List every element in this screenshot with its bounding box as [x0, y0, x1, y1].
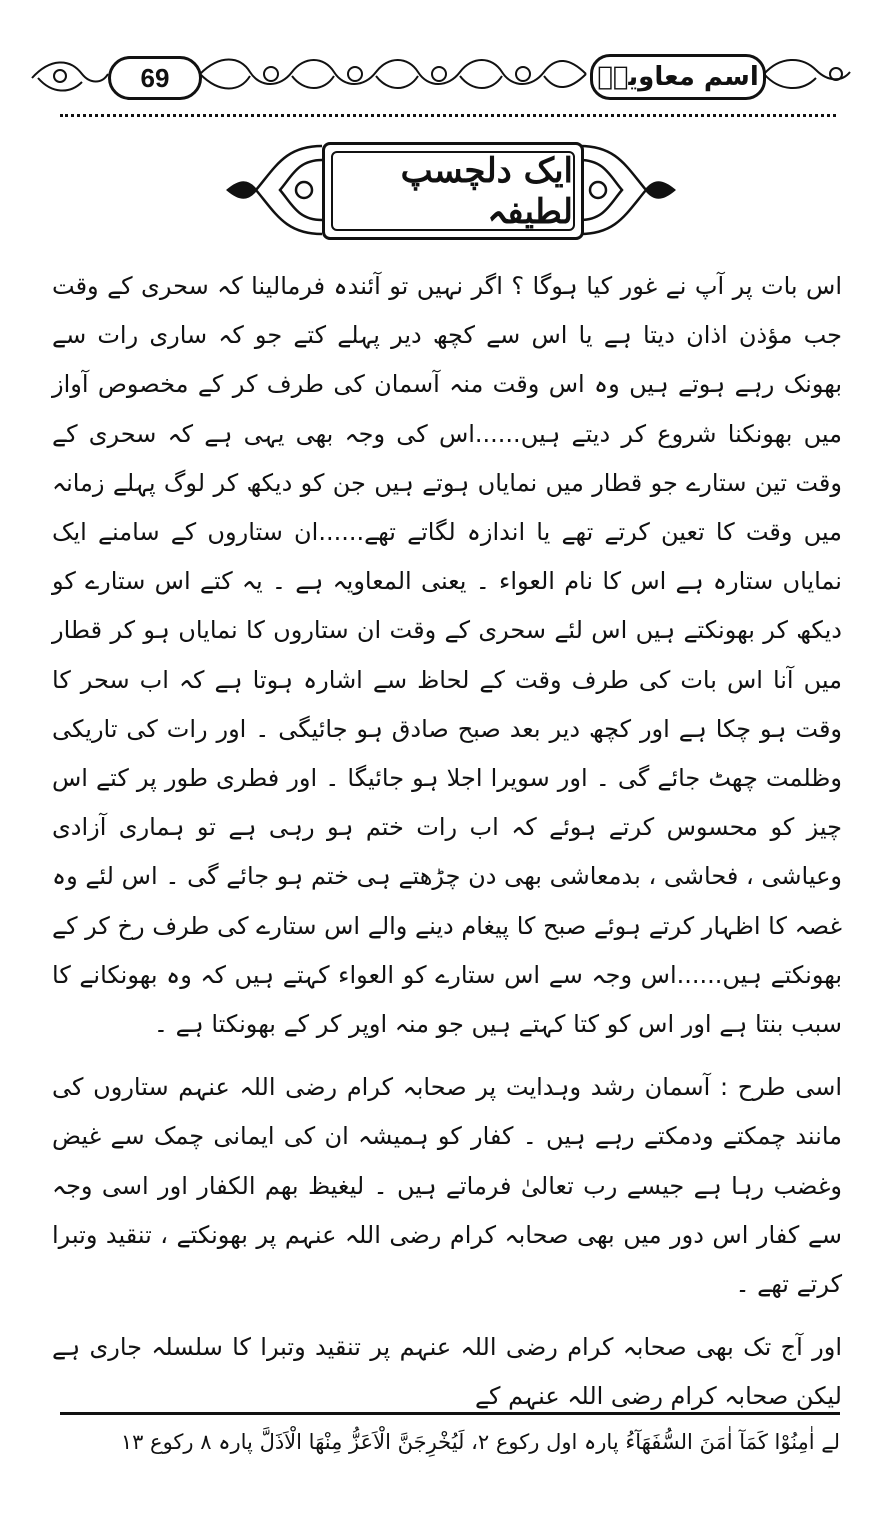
page-title: ایک دلچسپ لطیفہ	[331, 151, 575, 231]
paragraph-3: اور آج تک بھی صحابہ کرام رضی اللہ عنہم پر تنقید وتبرا کا سلسلہ جاری ہے لیکن صحابہ کرام رضی اللہ عنہم کے	[52, 1333, 842, 1411]
body-text	[52, 262, 842, 1422]
footnote-divider	[60, 1412, 840, 1415]
header-divider	[60, 114, 836, 117]
paragraph-2: اسی طرح : آسمان رشد وہدایت پر صحابہ کرام رضی اللہ عنہم ستاروں کی مانند چمکتے ودمکتے رہے ہیں ۔ کفار کو ہمیشہ ان کی ایمانی چمک سے غیض وغضب رہا ہے جیسے رب تعالیٰ فرماتے ہیں ۔ لیغیظ بھم الکفار اور اسی وجہ سے کفار اس دور میں بھی صحابہ کرام رضی اللہ عنہم پر بھونکتے ، تنقید وتبرا کرتے تھے ۔	[52, 1073, 842, 1299]
title-box	[322, 142, 584, 240]
page-header	[30, 44, 864, 104]
paragraph-1: اس بات پر آپ نے غور کیا ہوگا ؟ اگر نہیں تو آئندہ فرمالینا کہ سحری کے وقت جب مؤذن اذان دیتا ہے یا اس سے کچھ دیر پہلے کتے جو کہ ساری رات سے بھونک رہے ہوتے ہیں وہ اس وقت منہ آسمان کی طرف کر کے مخصوص آواز میں بھونکنا شروع کر دیتے ہیں......اس کی وجہ بھی یہی ہے کہ سحری کے وقت تین ستارے جو قطار میں نمایاں ہوتے ہیں جن کو دیکھ کر لوگ پہلے زمانہ میں وقت کا تعین کرتے تھے یا اندازہ لگاتے تھے......ان ستاروں کے سامنے ایک نمایاں ستارہ ہے اس کا نام العواء ۔ یعنی المعاویہ ہے ۔ یہ کتے اس ستارے کو دیکھ کر بھونکتے ہیں اس لئے سحری کے وقت ان ستاروں کا نمایاں ہو کر قطار میں آنا اس بات کی طرف وقت کے لحاظ سے اشارہ ہوتا ہے کہ اب سحر کا وقت ہو چکا ہے اور کچھ دیر بعد صبح صادق ہو جائیگی ۔ اور رات کی تاریکی وظلمت چھٹ جائے گی ۔ اور سویرا اجلا ہو جائیگا ۔ اور فطری طور پر کتے اس چیز کو محسوس کرتے ہوئے کہ اب رات ختم ہو رہی ہے تو ہماری آزادی وعیاشی ، فحاشی ، بدمعاشی بھی دن چڑھتے ہی ختم ہو جائے گی ۔ اس لئے وہ غصہ کا اظہار کرتے ہوئے صبح کا پیغام دینے والے اس ستارے کی طرف رخ کر کے بھونکتے ہیں......اس وجہ سے اس ستارے کو العواء کہتے ہیں کہ وہ بھونکانے کا سبب بنتا ہے اور اس کو کتا کہتے ہیں جو منہ اوپر کر کے بھونکتا ہے ۔	[52, 272, 842, 1039]
title-cartouche	[226, 136, 676, 244]
book-title: اسم معاویہؓ	[590, 54, 766, 100]
page-number: 69	[108, 56, 202, 100]
footnote: لے اٰمِنُوْا كَمَآ اٰمَنَ السُّفَهَآءُ پارہ اول رکوع ۲، لَيُخْرِجَنَّ الْاَعَزُّ مِنْهَا الْاَذَلَّ پارہ ۸ رکوع ۱۳	[120, 1430, 840, 1454]
